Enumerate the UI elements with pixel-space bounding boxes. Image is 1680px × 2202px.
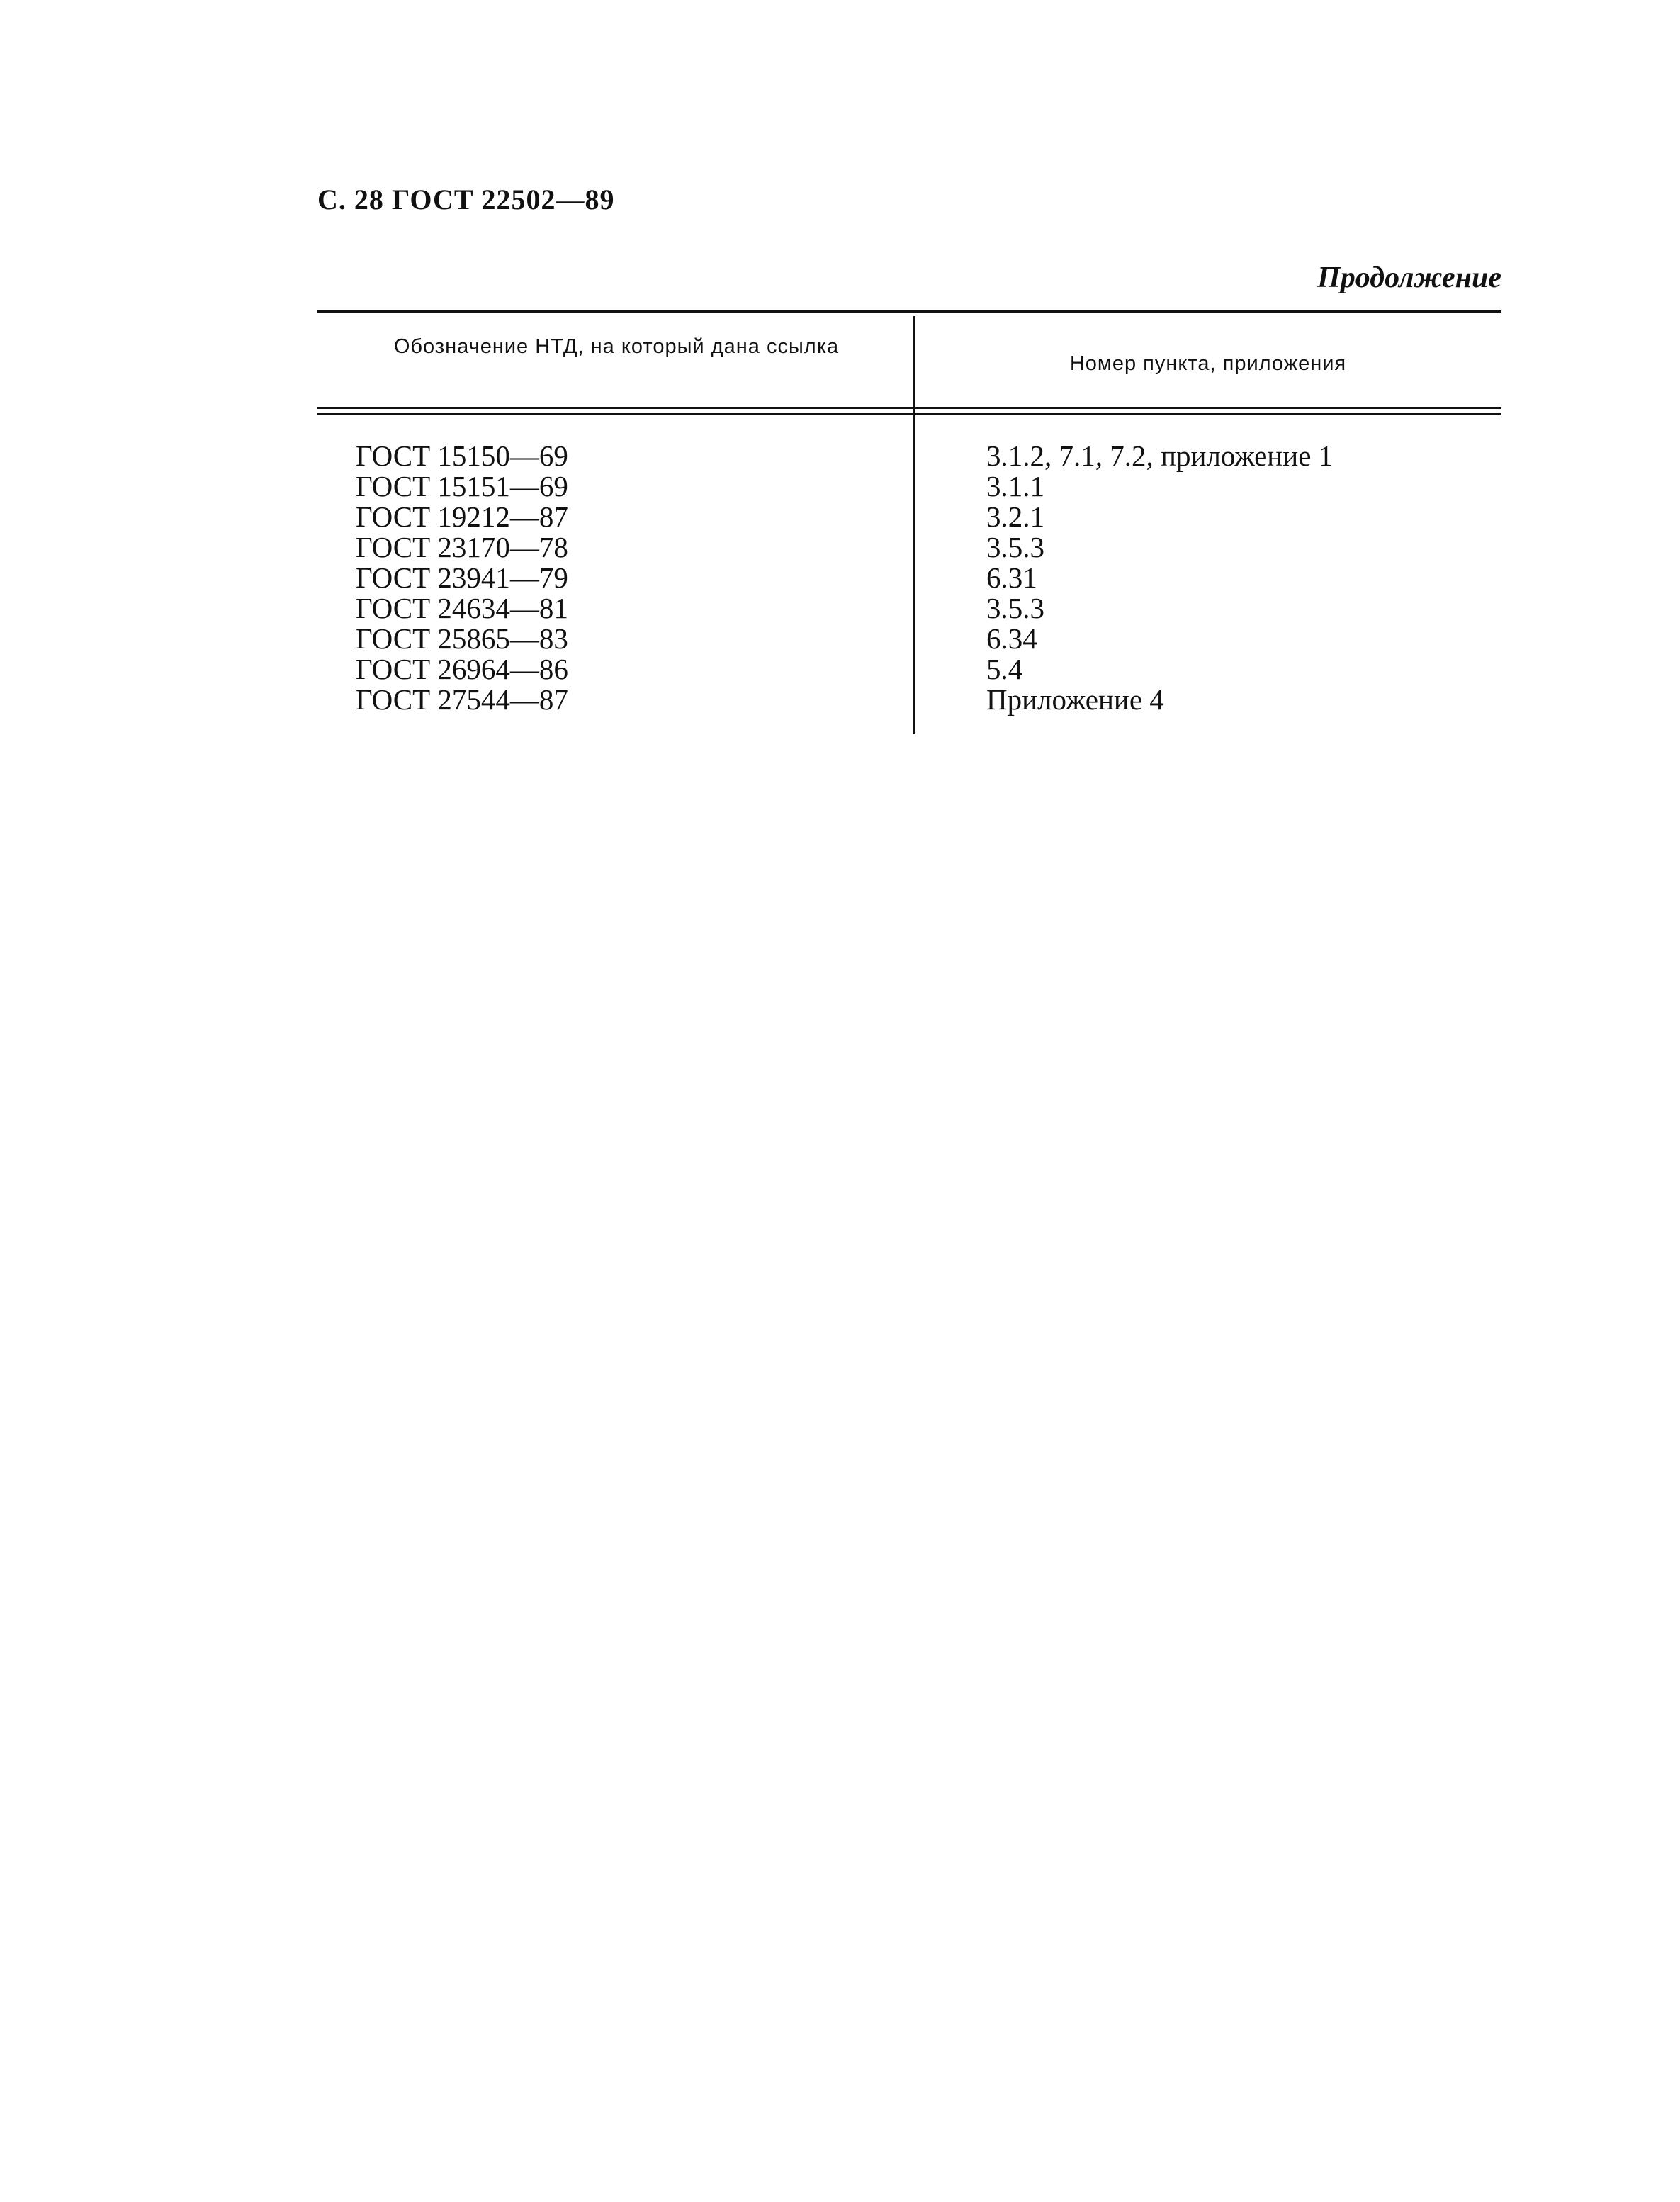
table-cell-document: ГОСТ 23941—79 xyxy=(356,561,568,594)
table-cell-clause: 6.34 xyxy=(986,622,1037,655)
table-cell-clause: 3.5.3 xyxy=(986,592,1044,624)
table-cell-clause: 3.1.2, 7.1, 7.2, приложение 1 xyxy=(986,439,1334,472)
table-cell-document: ГОСТ 26964—86 xyxy=(356,653,568,685)
column-header-document: Обозначение НТД, на который дана ссылка xyxy=(393,335,840,358)
clause-column xyxy=(986,441,1333,715)
table-cell-document: ГОСТ 19212—87 xyxy=(356,500,568,533)
continuation-label: Продолжение xyxy=(1317,262,1501,294)
header-rule-upper xyxy=(317,407,1501,409)
table-cell-clause: 3.2.1 xyxy=(986,500,1044,533)
table-cell-document: ГОСТ 27544—87 xyxy=(356,683,568,716)
table-cell-clause: 5.4 xyxy=(986,653,1023,685)
column-divider xyxy=(913,316,915,734)
column-header-clause: Номер пункта, приложения xyxy=(1069,352,1347,375)
document-column xyxy=(356,441,568,715)
table-cell-document: ГОСТ 15150—69 xyxy=(356,439,568,472)
table-cell-clause: 3.5.3 xyxy=(986,531,1044,563)
table-cell-clause: 6.31 xyxy=(986,561,1037,594)
table-cell-clause: 3.1.1 xyxy=(986,470,1044,502)
table-cell-document: ГОСТ 23170—78 xyxy=(356,531,568,563)
page-header: С. 28 ГОСТ 22502—89 xyxy=(317,184,615,215)
table-top-rule xyxy=(317,310,1501,313)
table-cell-document: ГОСТ 24634—81 xyxy=(356,592,568,624)
header-rule-lower xyxy=(317,413,1501,415)
table-cell-clause: Приложение 4 xyxy=(986,683,1164,716)
table-cell-document: ГОСТ 25865—83 xyxy=(356,622,568,655)
table-cell-document: ГОСТ 15151—69 xyxy=(356,470,568,502)
